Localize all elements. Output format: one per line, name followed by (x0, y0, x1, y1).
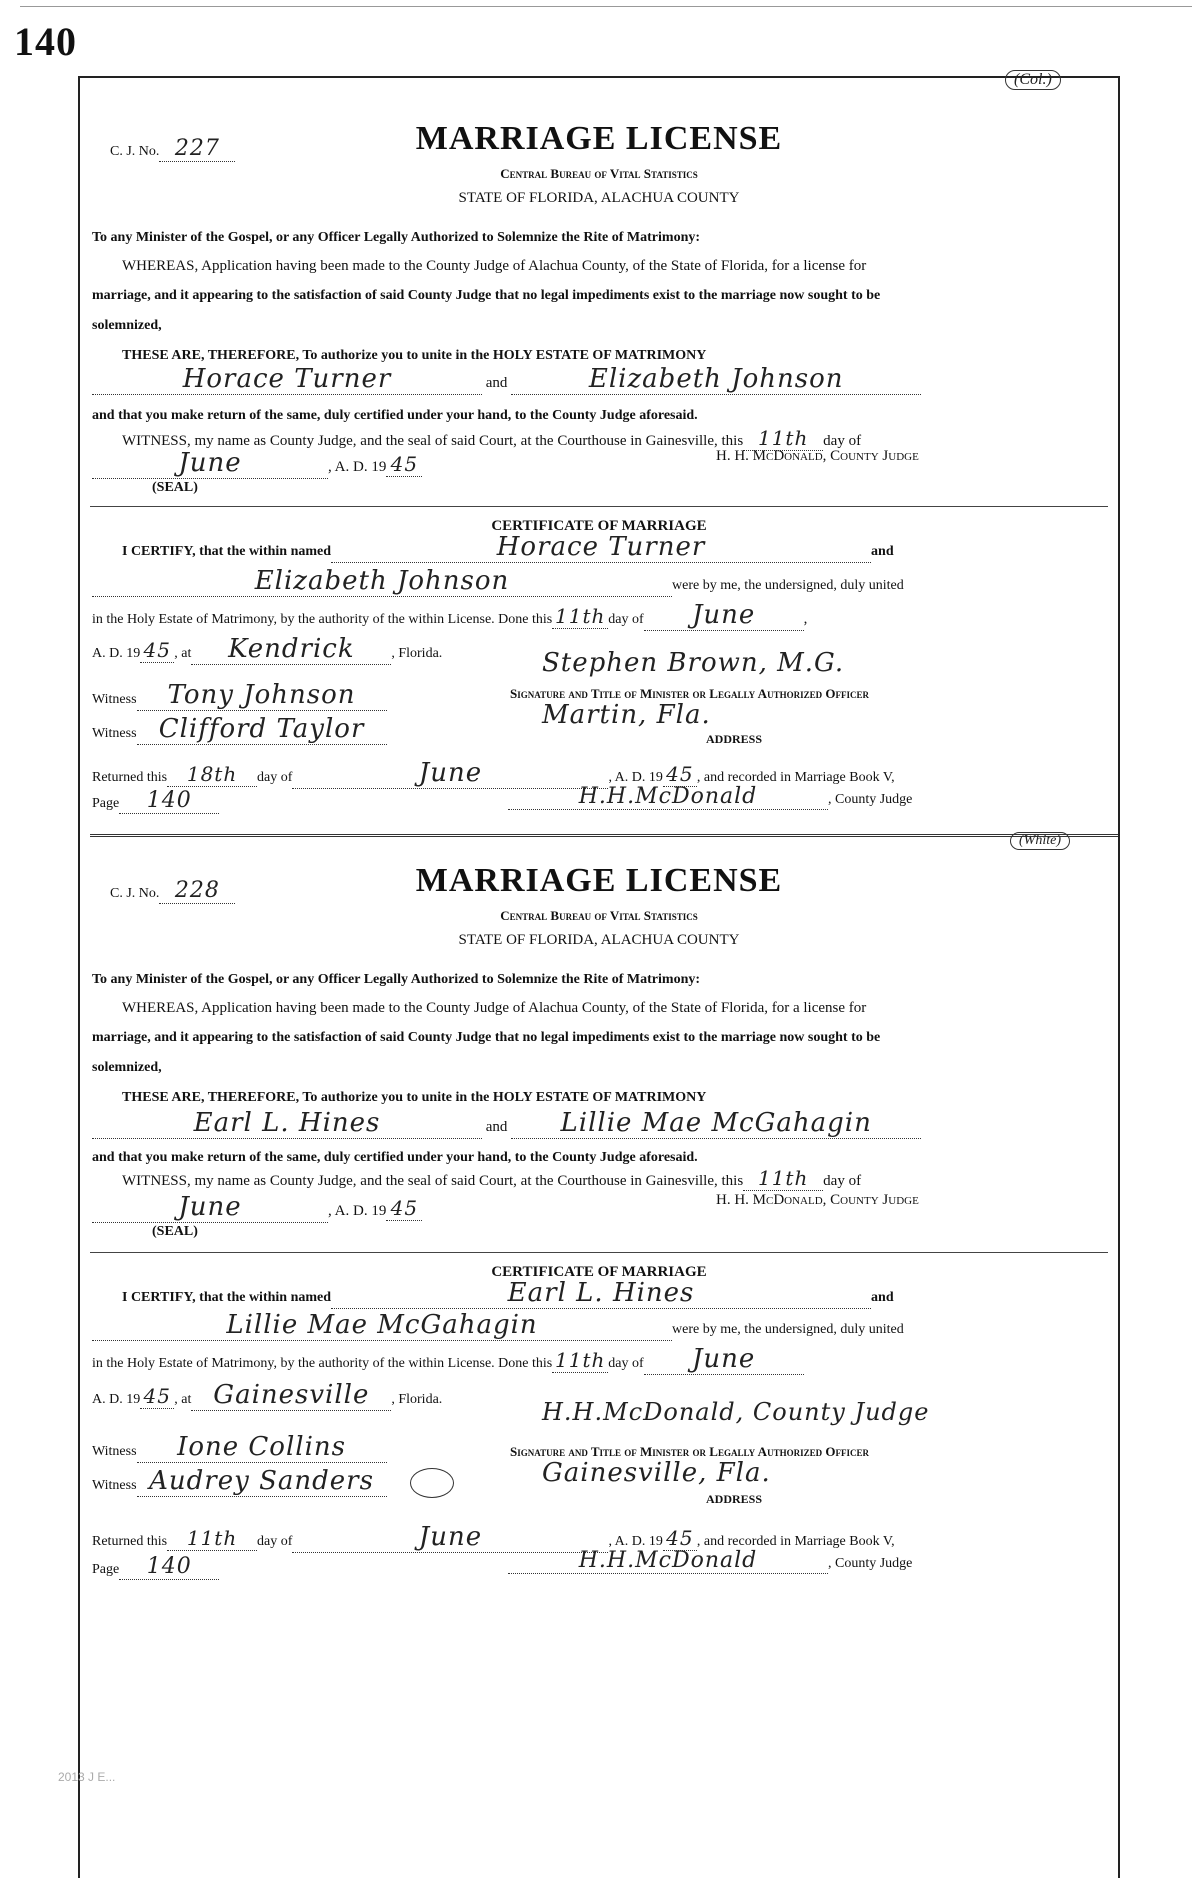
officer-signature: H.H.McDonald, County Judge (542, 1398, 930, 1426)
license-date-line (92, 1192, 422, 1223)
day-of-label: day of (823, 1173, 862, 1189)
page-label: Page (92, 1562, 120, 1577)
officer-address: Gainesville, Fla. (542, 1458, 771, 1488)
cert-bride-name: Elizabeth Johnson (92, 566, 672, 597)
recorded-text: , and recorded in Marriage Book V, (696, 1534, 895, 1549)
book-page: 140 (119, 788, 219, 814)
page-number: 140 (14, 19, 77, 64)
witness-2-line (92, 714, 387, 745)
whereas-line-3: solemnized, (92, 318, 162, 333)
bureau-subtitle: Central Bureau of Vital Statistics (500, 908, 698, 923)
section-divider (90, 1252, 1108, 1253)
witness-label: Witness (92, 726, 137, 741)
holy-text: in the Holy Estate of Matrimony, by the authority of the within License. Done this (92, 612, 553, 627)
returned-ad: , A. D. 19 (608, 1534, 663, 1549)
authorize-line: THESE ARE, THEREFORE, To authorize you to unite in the HOLY ESTATE OF MATRIMONY (122, 1090, 707, 1105)
seal-stamp (410, 1468, 454, 1498)
bride-name: Elizabeth Johnson (511, 364, 921, 395)
book-page-line (92, 1554, 219, 1580)
done-day-of: day of (608, 612, 644, 627)
page-label: Page (92, 796, 120, 811)
day-of-label: day of (823, 433, 862, 449)
recorder-line (508, 784, 912, 810)
holy-estate-line: in the Holy Estate of Matrimony, by the authority of the within License. Done this 11th day of June , (92, 600, 808, 630)
at-label: , at (174, 646, 192, 661)
cert-groom-name: Horace Turner (331, 532, 871, 563)
addressee-line: To any Minister of the Gospel, or any Officer Legally Authorized to Solemnize the Rite of Matrimony: (92, 972, 701, 987)
done-year: 45 (140, 638, 174, 663)
witness-1-name: Tony Johnson (137, 680, 387, 711)
done-day-of: day of (608, 1356, 644, 1371)
cert-bride-name: Lillie Mae McGahagin (92, 1310, 672, 1341)
bureau-subtitle: Central Bureau of Vital Statistics (500, 166, 698, 181)
done-day: 11th (552, 1348, 608, 1373)
recorded-text: , and recorded in Marriage Book V, (696, 770, 895, 785)
whereas-line-2: marriage, and it appearing to the satisfaction of said County Judge that no legal impediments exist to the marriage now sought to be (92, 1030, 881, 1045)
cj-label: C. J. No. (110, 886, 160, 901)
county-judge-label: , County Judge (828, 1556, 913, 1571)
returned-day: 11th (167, 1526, 257, 1551)
authorize-line: THESE ARE, THEREFORE, To authorize you to unite in the HOLY ESTATE OF MATRIMONY (122, 348, 707, 363)
recorder-signature: H.H.McDonald (508, 1548, 828, 1574)
returned-ad: , A. D. 19 (608, 770, 663, 785)
certificate-title: CERTIFICATE OF MARRIAGE (491, 518, 707, 534)
cert-and-label: and (871, 544, 894, 559)
witness-label: Witness (92, 1444, 137, 1459)
top-edge-rule (20, 6, 1192, 7)
return-instruction: and that you make return of the same, duly certified under your hand, to the County Judge aforesaid. (92, 408, 698, 423)
witness-1-line (92, 1432, 387, 1463)
returned-day-of: day of (257, 1534, 293, 1549)
witness-1-name: Ione Collins (137, 1432, 387, 1463)
groom-name: Earl L. Hines (92, 1108, 482, 1139)
witness-statement-text: WITNESS, my name as County Judge, and the seal of said Court, at the Courthouse in Gainesville, this (122, 1173, 744, 1189)
license-month: June (92, 448, 328, 479)
returned-month: June (292, 758, 608, 789)
cj-number: 227 (159, 136, 235, 162)
whereas-line-2: marriage, and it appearing to the satisfaction of said County Judge that no legal impediments exist to the marriage now sought to be (92, 288, 881, 303)
cj-number: 228 (159, 878, 235, 904)
ad-prefix: A. D. 19 (92, 646, 141, 661)
whereas-line-1: WHEREAS, Application having been made to the County Judge of Alachua County, of the State of Florida, for a license for (122, 1000, 867, 1016)
witness-1-line (92, 680, 387, 711)
holy-estate-line (92, 1344, 804, 1375)
witness-2-name: Audrey Sanders (137, 1466, 387, 1497)
certificate-title: CERTIFICATE OF MARRIAGE (491, 1264, 707, 1280)
parties-line (92, 1108, 921, 1139)
officer-address: Martin, Fla. (542, 700, 711, 730)
license-year: 45 (386, 452, 422, 477)
florida-label: , Florida. (391, 646, 443, 661)
marriage-place: Kendrick (191, 634, 391, 665)
returned-label: Returned this (92, 1534, 168, 1549)
judge-signature: H. H. McDonald, County Judge (716, 1192, 919, 1208)
recorder-line (508, 1548, 912, 1574)
witness-label: Witness (92, 692, 137, 707)
whereas-line-1: WHEREAS, Application having been made to the County Judge of Alachua County, of the State of Florida, for a license for (122, 258, 867, 274)
and-word: and (485, 1119, 508, 1135)
address-label: ADDRESS (706, 732, 763, 746)
returned-year: 45 (663, 1526, 697, 1551)
holy-text: in the Holy Estate of Matrimony, by the authority of the within License. Done this (92, 1356, 553, 1371)
recorder-signature: H.H.McDonald (508, 784, 828, 810)
race-note: (White) (1010, 832, 1070, 850)
record-separator (90, 834, 1118, 837)
county-judge-label: , County Judge (828, 792, 913, 807)
judge-signature: H. H. McDonald, County Judge (716, 448, 919, 464)
record-frame (78, 71, 1120, 1878)
book-page: 140 (119, 1554, 219, 1580)
signature-title-label: Signature and Title of Minister or Legally Authorized Officer (510, 686, 869, 701)
cert-groom-name: Earl L. Hines (331, 1278, 871, 1309)
ad-label: , A. D. 19 (328, 459, 387, 475)
ad-label: , A. D. 19 (328, 1203, 387, 1219)
place-line (92, 1380, 442, 1411)
united-text: were by me, the undersigned, duly united (672, 1322, 904, 1337)
cert-bride-line (92, 566, 904, 597)
cj-label: C. J. No. (110, 144, 160, 159)
license-date-line (92, 448, 422, 479)
return-instruction: and that you make return of the same, duly certified under your hand, to the County Judge aforesaid. (92, 1150, 698, 1165)
and-word: and (485, 375, 508, 391)
license-day: 11th (743, 426, 823, 451)
license-title: MARRIAGE LICENSE (415, 862, 783, 899)
at-label: , at (174, 1392, 192, 1407)
united-text: were by me, the undersigned, duly united (672, 578, 904, 593)
witness-2-name: Clifford Taylor (137, 714, 387, 745)
witness-statement (122, 1166, 861, 1191)
section-divider (90, 506, 1108, 507)
book-page-line (92, 788, 219, 814)
license-day: 11th (743, 1166, 823, 1191)
ad-prefix: A. D. 19 (92, 1392, 141, 1407)
seal-label: (SEAL) (152, 480, 198, 495)
certify-line (122, 532, 894, 563)
done-month: June (644, 1344, 804, 1375)
witness-2-line (92, 1466, 387, 1497)
license-year: 45 (386, 1196, 422, 1221)
groom-name: Horace Turner (92, 364, 482, 395)
done-year: 45 (140, 1384, 174, 1409)
officer-signature: Stephen Brown, M.G. (542, 648, 845, 678)
returned-month: June (292, 1522, 608, 1553)
witness-statement-text: WITNESS, my name as County Judge, and the seal of said Court, at the Courthouse in Gainesville, this (122, 433, 744, 449)
cert-bride-line (92, 1310, 904, 1341)
state-county: STATE OF FLORIDA, ALACHUA COUNTY (458, 932, 740, 948)
race-note: (Col.) (1005, 70, 1061, 90)
florida-label: , Florida. (391, 1392, 443, 1407)
watermark: 2013 J E... (58, 1770, 116, 1784)
signature-title-label: Signature and Title of Minister or Legally Authorized Officer (510, 1444, 869, 1459)
certify-label: I CERTIFY, that the within named (122, 544, 332, 559)
certify-line (122, 1278, 894, 1309)
state-county: STATE OF FLORIDA, ALACHUA COUNTY (458, 190, 740, 206)
returned-year: 45 (663, 762, 697, 787)
addressee-line: To any Minister of the Gospel, or any Officer Legally Authorized to Solemnize the Rite of Matrimony: (92, 230, 701, 245)
parties-line (92, 364, 921, 395)
certify-label: I CERTIFY, that the within named (122, 1290, 332, 1305)
seal-label: (SEAL) (152, 1224, 198, 1239)
returned-label: Returned this (92, 770, 168, 785)
bride-name: Lillie Mae McGahagin (511, 1108, 921, 1139)
whereas-line-3: solemnized, (92, 1060, 162, 1075)
place-line (92, 634, 442, 665)
marriage-place: Gainesville (191, 1380, 391, 1411)
address-label: ADDRESS (706, 1492, 763, 1506)
license-month: June (92, 1192, 328, 1223)
witness-label: Witness (92, 1478, 137, 1493)
done-month: June (644, 600, 804, 631)
returned-day-of: day of (257, 770, 293, 785)
returned-day: 18th (167, 762, 257, 787)
license-title: MARRIAGE LICENSE (415, 120, 783, 157)
done-day: 11th (552, 604, 608, 629)
cert-and-label: and (871, 1290, 894, 1305)
